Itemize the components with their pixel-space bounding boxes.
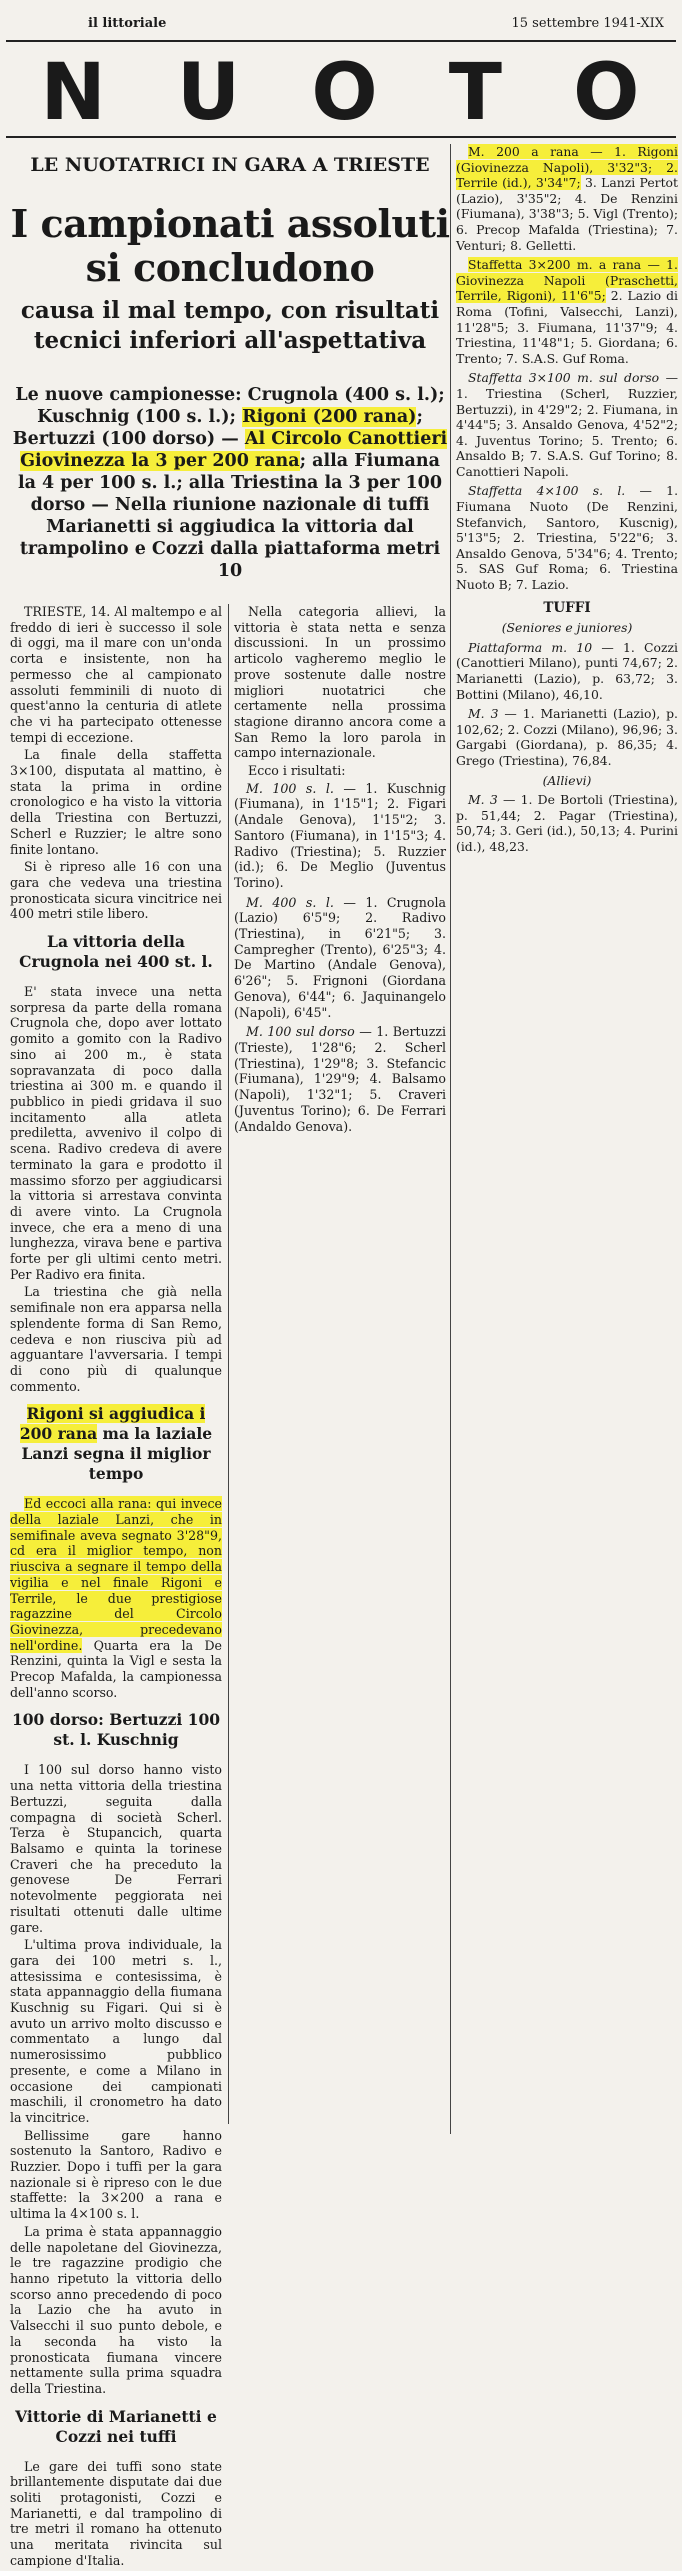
paragraph: La triestina che già nella semifinale non era apparsa nella splendente forma di San Remo, cedeva e non riusciva più ad agguantare l'avversaria. I tempi di cono più di qualunque commento. [10,1284,222,1394]
top-rule [6,40,676,42]
section-heading: 100 dorso: Bertuzzi 100 st. l. Kuschnig [11,1710,221,1750]
article-subheadline: causa il mal tempo, con risultati tecnici inferiori all'aspettativa [20,297,440,354]
article-column-2 [234,604,446,1138]
result-label: M. 400 s. l. [246,894,334,910]
paragraph: E' stata invece una netta sorpresa da parte della romana Crugnola che, dopo aver lottato gomito a gomito con la Radivo sino ai 200 m., è stata sopravanzata di poco dalla triestina ai 300 m. e quando il pubblico in piedi gridava il suo incitamento alla atleta prediletta, avvenivo il colpo di scena. Radivo credeva di avere terminato la gara e prodotto il massimo sforzo per aggiudicarsi la vittoria si arrestava convinta di avere vinto. La Crugnola invece, che era a meno di una lunghezza, virava bene e partiva forte per gli ultimi cento metri. Per Radivo era finita. [10,984,222,1282]
result-label: Piattaforma m. 10 [468,639,593,655]
result-label: Staffetta 3×100 m. sul dorso [468,370,660,386]
result-entry [456,706,678,768]
newspaper-name: il littoriale [88,16,167,31]
result-text: — 1. Kuschnig (Fiumana), in 1'15"1; 2. Figari (Andale Genova), 1'15"2; 3. Santoro (Fiumana), in 1'15"3; 4. Radivo (Triestina); 5. Ruzzier (id.); 6. De Meglio (Juventus Torino). [234,780,446,890]
banner-rule [6,136,676,138]
result-label: M. 100 s. l. [246,780,334,796]
result-entry [234,895,446,1021]
paragraph: Nella categoria allievi, la vittoria è stata netta e senza discussioni. In un prossimo articolo vagheremo meglio le prove sostenute dalle nostre migliori nuotatrici che certamente nella prossima stagione diranno ancora come a San Remo la loro parola in campo internazionale. [234,604,446,761]
section-heading [10,1404,222,1484]
section-heading-text: ma la laziale Lanzi segna il miglior tempo [21,1424,213,1484]
summary-text: ; alla Fiumana la 4 per 100 s. l.; alla Triestina la 3 per 100 dorso — Nella riunione nazionale di tuffi Marianetti si aggiudica la vittoria dal trampolino e Cozzi dalla piattaforma metri 10 [17,451,443,581]
article-kicker: LE NUOTATRICI IN GARA A TRIESTE [30,154,430,176]
summary-highlight: Rigoni (200 rana) [242,407,417,427]
banner-letter: T [448,48,504,138]
section-heading: La vittoria della Crugnola nei 400 st. l. [19,932,213,972]
section-heading: Vittorie di Marianetti e Cozzi nei tuffi [15,2406,217,2446]
result-label: Staffetta 4×100 s. l. [468,483,626,499]
result-text: — 1. Fiumana Nuoto (De Renzini, Stefanvich, Santoro, Kuscnig), 5'13"5; 2. Triestina, 5'22"6; 3. Ansaldo Genova, 5'34"6; 4. Trento; 5. SAS Guf Roma; 6. Triestina Nuoto B; 7. Lazio. [456,483,679,593]
result-highlight: Staffetta 3×200 m. a rana — 1. Giovinezza Napoli (Praschetti, Terrile, Rigoni), 11'6"5; [456,257,678,304]
result-entry [456,640,678,702]
section-heading-highlight: Rigoni si aggiudica i 200 rana [19,1404,206,1444]
result-entry [456,370,678,479]
issue-date: 15 settembre 1941-XIX [511,16,664,31]
paragraph: TRIESTE, 14. Al maltempo e al freddo di ieri è successo il sole di oggi, ma il mare con un'onda corta e insistente, non ha permesso che al campionato assoluti femminili di nuoto di quest'anno la centuria di atlete che vi ha partecipato ottenesse tempi di eccezione. [10,604,223,745]
tuffi-category: (Seniores e juniores) [501,620,633,636]
summary-text: ; Bertuzzi (100 dorso) — [12,407,423,449]
result-text: 3. Lanzi Pertot (Lazio), 3'35"2; 4. De Renzini (Fiumana), 3'38"3; 5. Vigl (Trento); 6. Precop Mafalda (Triestina); 7. Venturi; 8. Gelletti. [456,175,678,253]
article-headline: I campionati assoluti si concludono [10,201,450,290]
result-text: — 1. De Bortoli (Triestina), p. 51,44; 2. Pagar (Triestina), 50,74; 3. Geri (id.), 50,13; 4. Purini (id.), 48,23. [456,792,678,854]
summary-text: Le nuove campionesse: Crugnola (400 s. l.); Kuschnig (100 s. l.); [15,385,445,427]
paragraph-highlight: Ed eccoci alla rana: qui invece della laziale Lanzi, che in semifinale aveva segnato 3'28"9, cd era il miglior tempo, non riusciva a segnare il tempo della vigilia e nel finale Rigoni e Terrile, le due prestigiose ragazzine del Circolo Giovinezza, precedevano nell'ordine. [10,1496,222,1653]
paragraph [10,1496,222,1700]
result-text: — 1. Triestina (Scherl, Ruzzier, Bertuzzi), in 4'29"2; 2. Fiumana, in 4'44"5; 3. Ansaldo Genova, 4'52"2; 4. Juventus Torino; 5. Trento; 6. Ansaldo B; 7. S.A.S. Guf Torino; 8. Canottieri Napoli. [456,370,678,479]
result-entry [234,1024,446,1134]
paragraph-text: Quarta era la De Renzini, quinta la Vigl e sesta la Precop Mafalda, la campionessa dell'anno scorso. [10,1637,222,1700]
result-entry [234,781,446,891]
paragraph: Bellissime gare hanno sostenuto la Santoro, Radivo e Ruzzier. Dopo i tuffi per la gara nazionale si è ripreso con le due staffette: la 3×200 a rana e ultima la 4×100 s. l. [10,2127,222,2222]
banner-letter: O [573,48,642,138]
results-column [456,144,678,859]
paragraph: I 100 sul dorso hanno visto una netta vittoria della triestina Bertuzzi, seguita dalla compagna di società Scherl. Terza è Stupancich, quarta Balsamo e quinta la torinese Craveri che ha preceduto la genovese De Ferrari notevolmente peggiorata nei risultati ottenuti dalle ultime gare. [10,1762,222,1935]
banner-letter: O [311,48,380,138]
column-divider [228,604,229,2124]
banner-letter: U [176,48,243,138]
result-label: M. 3 [468,792,498,808]
result-text: — 1. Bertuzzi (Trieste), 1'28"6; 2. Scherl (Triestina), 1'29"8; 3. Stefancic (Fiumana), 1'29"9; 4. Balsamo (Napoli), 1'32"1; 5. Craveri (Juventus Torino); 6. De Ferrari (Andaldo Genova). [234,1024,446,1134]
paragraph: Le gare dei tuffi sono state brillantemente disputate dai due soliti protagonisti, Cozzi e Marianetti, e dal trampolino di tre metri il romano ha ottenuto una meritata rivincita sul campione d'Italia. [10,2458,222,2568]
result-text: — 1. Crugnola (Lazio) 6'5"9; 2. Radivo (Triestina), in 6'21"5; 3. Campregher (Trento), 6'25"3; 4. De Martino (Andale Genova), 6'26"; 5. Frignoni (Giordana Genova), 6'44"; 6. Jaquinangelo (Napoli), 6'45". [234,894,446,1020]
summary-highlight: Al Circolo Canottieri Giovinezza la 3 per 200 rana [20,429,448,471]
paragraph: La finale della staffetta 3×100, disputata al mattino, è stata la prima in ordine cronologico e ha visto la vittoria della Triestina con Bertuzzi, Scherl e Ruzzier; le altre sono finite lontano. [10,747,222,857]
article-main [10,150,450,2568]
result-text: — 1. Marianetti (Lazio), p. 102,62; 2. Cozzi (Milano), 96,96; 3. Gargabi (Giordana), p. 86,35; 4. Grego (Triestina), 76,84. [456,706,678,768]
section-banner [6,48,676,138]
result-label: M. 3 [468,706,499,722]
tuffi-heading: TUFFI [543,599,591,616]
paragraph: Ecco i risultati: [248,763,346,779]
result-label: M. 100 sul dorso [246,1024,355,1040]
article-summary [10,384,450,582]
result-entry [456,257,678,366]
column-divider [450,144,451,2134]
result-entry [456,144,678,253]
result-highlight: M. 200 a rana — 1. Rigoni (Giovinezza Napoli), 3'32"3; 2. Terrile (id.), 3'34"7; [456,144,678,191]
paragraph: La prima è stata appannaggio delle napoletane del Giovinezza, le tre ragazzine prodigio che hanno ripetuto la vittoria dello scorso anno precedendo di poco la Lazio che ha avuto in Valsecchi il suo punto debole, e la seconda ha visto la pronosticata fiumana vincere nettamente sulla prima squadra della Triestina. [10,2223,222,2396]
tuffi-category: (Allievi) [542,772,592,788]
result-text: — 1. Cozzi (Canottieri Milano), punti 74,67; 2. Marianetti (Lazio), p. 63,72; 3. Bottini (Milano), 46,10. [456,639,678,702]
banner-letter: N [40,48,108,138]
result-entry [456,483,678,592]
article-column-1 [10,604,222,2571]
paragraph: Si è ripreso alle 16 con una gara che vedeva una triestina pronosticata sicura vincitrice nei 400 metri stile libero. [10,859,222,922]
result-entry [456,792,678,854]
result-text: 2. Lazio di Roma (Tofini, Valsecchi, Lanzi), 11'28"5; 3. Fiumana, 11'37"9; 4. Triestina, 11'48"1; 5. Giordana; 6. Trento; 7. S.A.S. Guf Roma. [456,288,678,366]
paragraph: L'ultima prova individuale, la gara dei 100 metri s. l., attesissima e contesissima, è stata appannaggio della fiumana Kuschnig su Figari. Qui si è avuto un arrivo molto discusso e commentato a lungo dal numerosissimo pubblico presente, e come a Milano in occasione dei campionati maschili, il cronometro ha dato la vincitrice. [10,1937,222,2125]
